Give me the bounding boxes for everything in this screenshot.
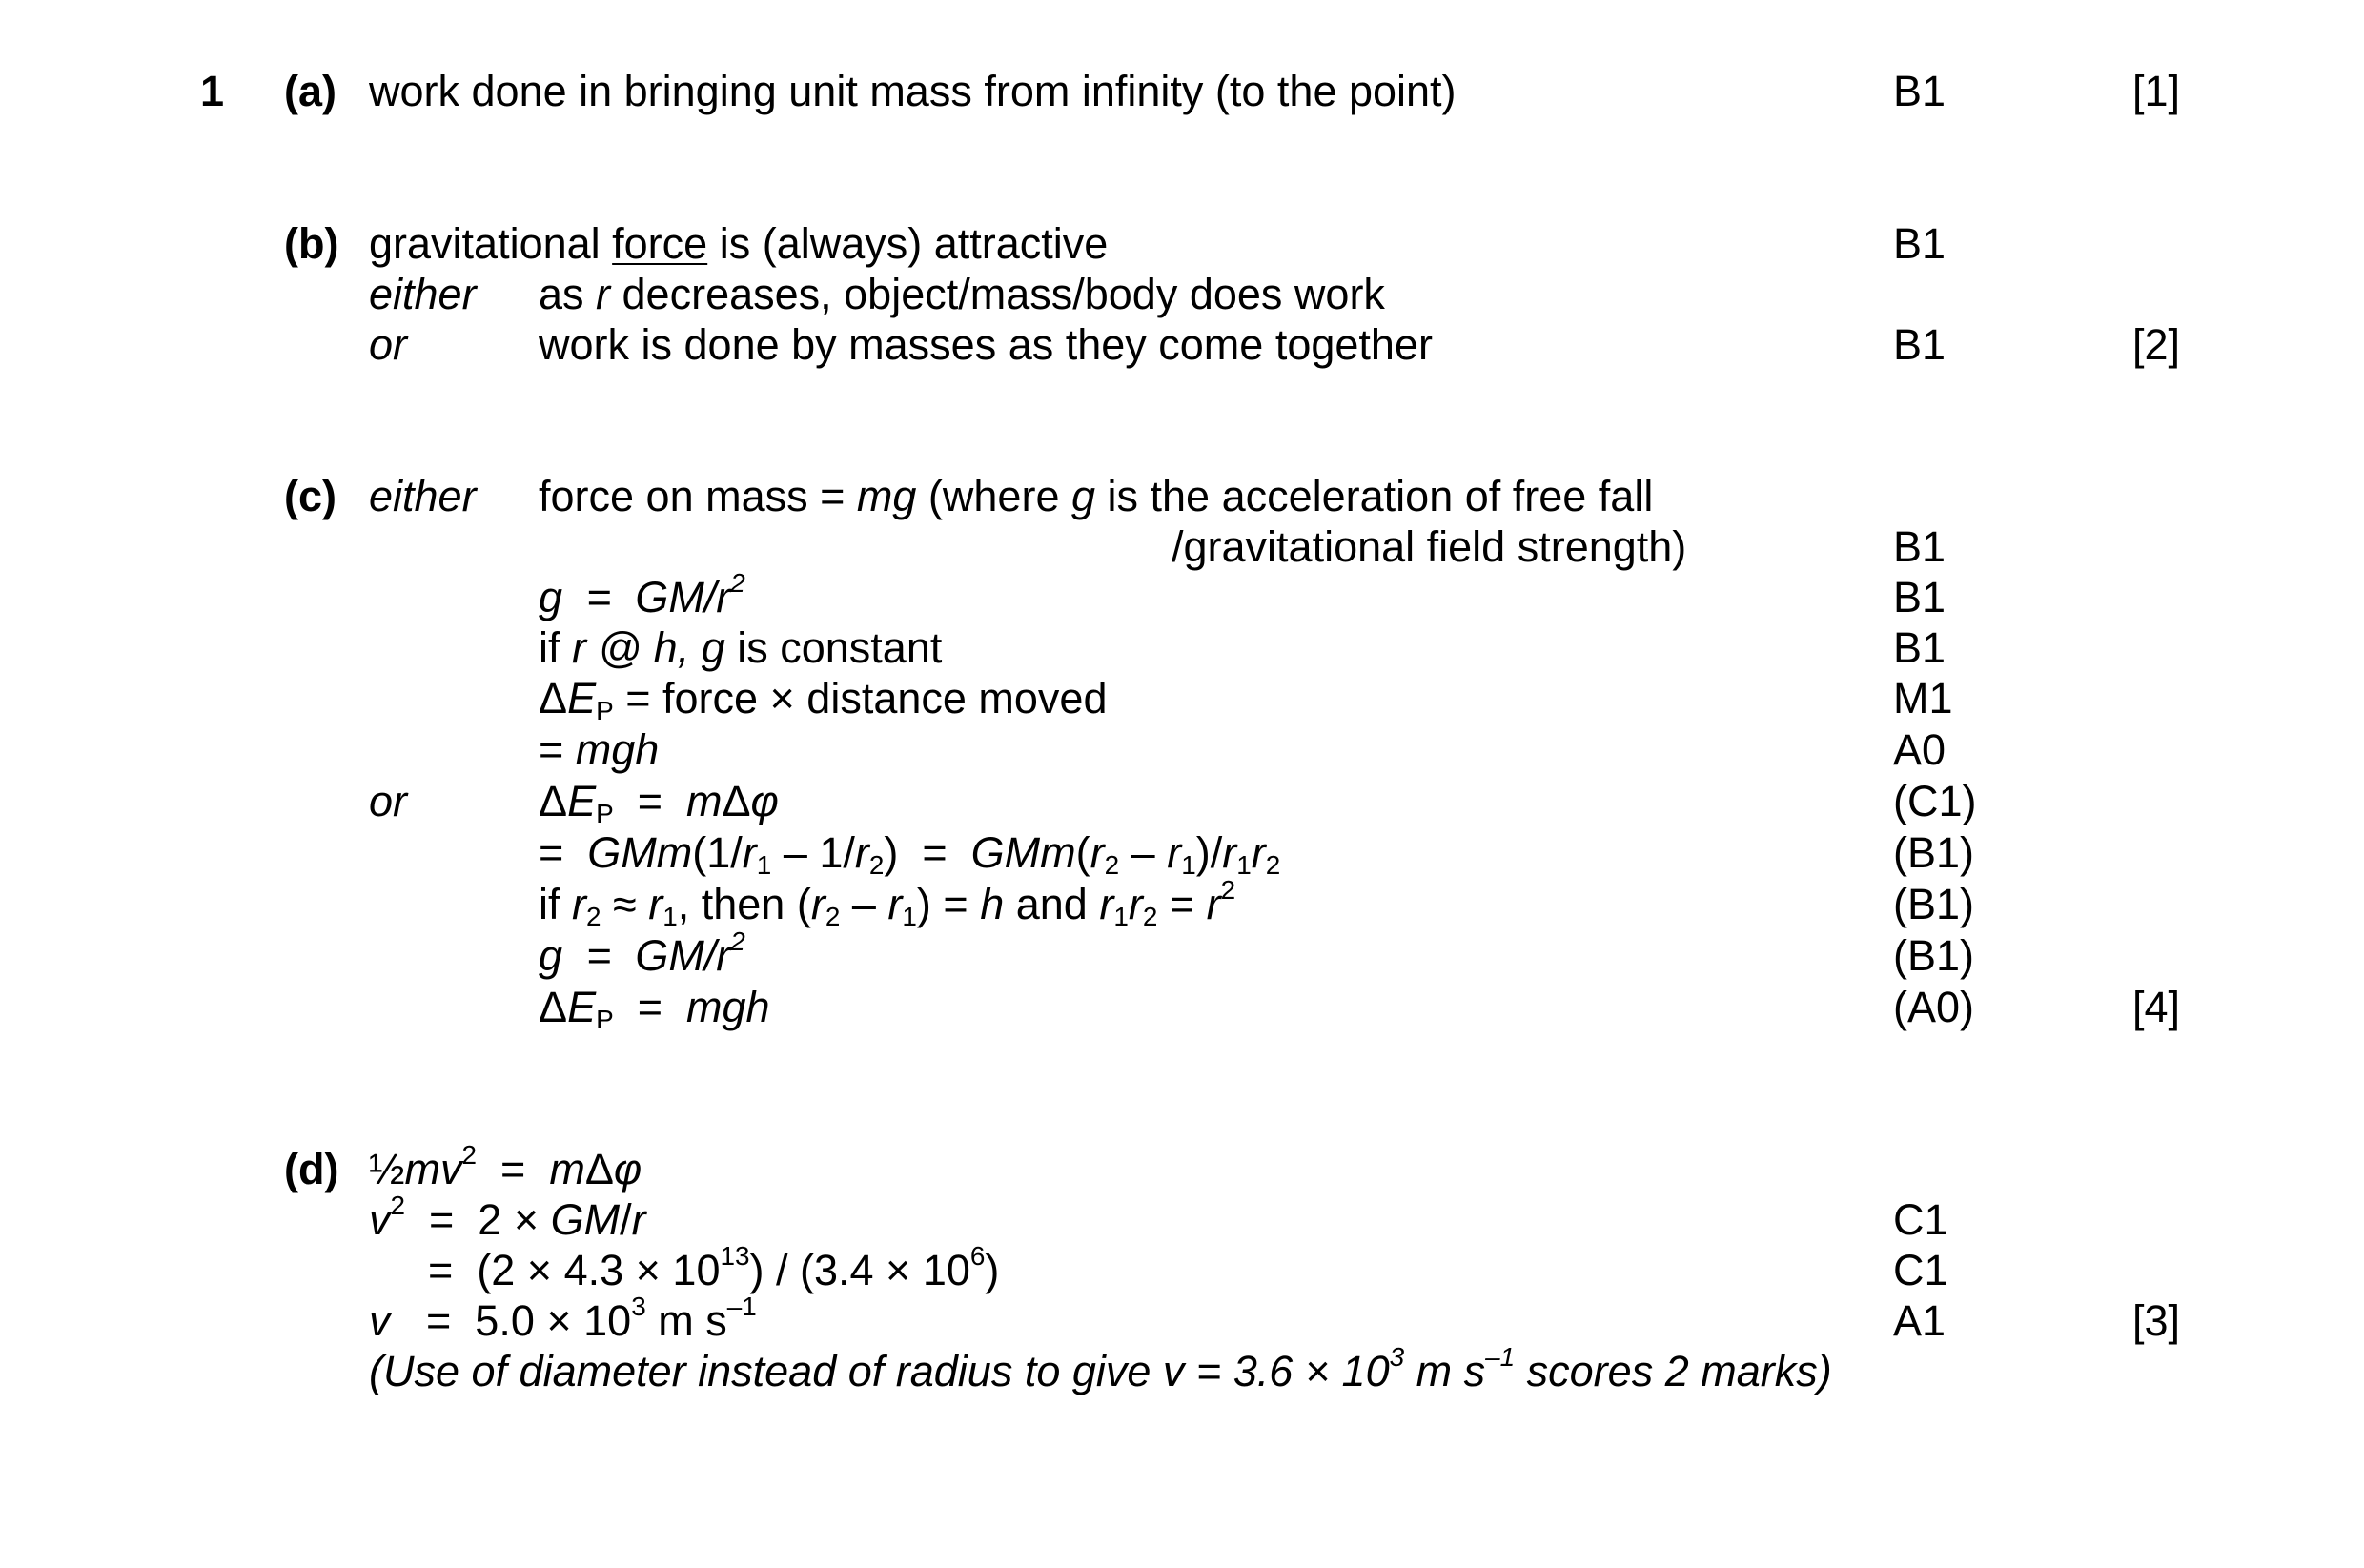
part-b-line-3 — [0, 319, 2364, 371]
delta-ep-m-delta-phi: $\Delta E_P = m\Delta\varphi$ — [539, 777, 779, 828]
part-a-line — [0, 66, 2364, 117]
gmm-expression: = $GMm(1/r_1 - 1/r_2) = GMm(r_2 - r_1)/r_1r_2$ — [539, 828, 1281, 880]
part-d-line-1 — [0, 1140, 2364, 1195]
part-c-line-5 — [0, 673, 2364, 724]
part-c-label: (c) — [284, 472, 336, 520]
part-c-mark-10: (A0) — [1893, 983, 1975, 1031]
field-strength-text: /gravitational field strength) — [1172, 522, 1687, 571]
part-b-line-2 — [0, 269, 2364, 320]
part-d-line-2 — [0, 1191, 2364, 1246]
part-c-mark-5: A0 — [1893, 725, 1946, 774]
part-b-mark-2: B1 — [1893, 320, 1946, 369]
part-c-mark-2: B1 — [1893, 573, 1946, 621]
option-either: either — [369, 472, 477, 520]
part-c-mark-1: B1 — [1893, 522, 1946, 571]
part-c-mark-7: (B1) — [1893, 828, 1975, 877]
part-d-mark-3: A1 — [1893, 1296, 1946, 1345]
part-d-line-5 — [0, 1342, 2364, 1397]
part-a-answer: work done in bringing unit mass from infinity (to the point) — [369, 67, 1457, 115]
option-or: or — [369, 777, 408, 825]
part-c-line-4 — [0, 622, 2364, 674]
option-or: or — [369, 320, 408, 369]
g-equation: $g = GM/r^2$ — [539, 568, 745, 621]
force-on-mass-text: force on mass = mg (where g is the acceleration of free fall — [539, 472, 1654, 520]
delta-ep-mgh: $\Delta E_P$ = mgh — [539, 983, 770, 1034]
part-d-line-4 — [0, 1292, 2364, 1347]
part-d-line-3 — [0, 1241, 2364, 1296]
part-c-line-2 — [0, 521, 2364, 573]
part-c-line-6 — [0, 724, 2364, 776]
v-squared-equation: $v^2 = 2 \times GM/r$ — [369, 1191, 646, 1244]
delta-ep-force-distance: $\Delta E_P$ = force × distance moved — [539, 674, 1108, 725]
v-result: $v = 5.0 \times 10^3$ m $s^{-1}$ — [369, 1292, 757, 1345]
part-b-either-text: as r decreases, object/mass/body does work — [539, 270, 1385, 318]
part-b-mark-1: B1 — [1893, 219, 1946, 268]
part-c-mark-3: B1 — [1893, 623, 1946, 672]
substitution: = $(2 \times 4.3 \times 10^{13}) / (3.4 \times 10^6)$ — [428, 1241, 1000, 1294]
part-c-line-11 — [0, 982, 2364, 1033]
part-c-mark-4: M1 — [1893, 674, 1953, 723]
part-b-label: (b) — [284, 219, 339, 268]
energy-equation: $\frac{1}{2}mv^2 = m\Delta\varphi$ — [369, 1140, 642, 1193]
part-c-line-1 — [0, 471, 2364, 522]
part-c-line-10 — [0, 927, 2364, 982]
part-c-line-7 — [0, 776, 2364, 827]
part-c-line-9 — [0, 875, 2364, 931]
part-c-line-8 — [0, 827, 2364, 879]
question-number: 1 — [200, 67, 225, 115]
diameter-note: (Use of diameter instead of radius to give $v = 3.6 \times 10^3$ m $s^{-1}$ scores 2 marks) — [369, 1342, 1832, 1395]
underlined-force: force — [612, 219, 708, 268]
option-either: either — [369, 270, 477, 318]
part-b-or-text: work is done by masses as they come together — [539, 320, 1433, 369]
part-d-label: (d) — [284, 1145, 339, 1193]
part-c-mark-8: (B1) — [1893, 880, 1975, 928]
part-c-total: [4] — [2132, 983, 2181, 1031]
part-c-mark-9: (B1) — [1893, 931, 1975, 980]
part-d-mark-1: C1 — [1893, 1195, 1948, 1244]
part-c-mark-6: (C1) — [1893, 777, 1977, 825]
part-b-total: [2] — [2132, 320, 2181, 369]
part-b-line-1 — [0, 218, 2364, 270]
equals-mgh: = mgh — [539, 725, 660, 774]
part-c-line-3 — [0, 568, 2364, 623]
part-d-mark-2: C1 — [1893, 1246, 1948, 1294]
part-b-statement: gravitational force is (always) attractive — [369, 219, 1109, 268]
part-a-label: (a) — [284, 67, 336, 115]
part-a-total: [1] — [2132, 67, 2181, 115]
part-a-mark: B1 — [1893, 67, 1946, 115]
part-d-total: [3] — [2132, 1296, 2181, 1345]
g-equation-or: $g = GM/r^2$ — [539, 927, 745, 980]
approximation-condition: if $r_2 \approx r_1$, then $(r_2 - r_1) = h$ and $r_1r_2 = r^2$ — [539, 875, 1236, 931]
constant-g-condition: if r @ h, g is constant — [539, 623, 943, 672]
